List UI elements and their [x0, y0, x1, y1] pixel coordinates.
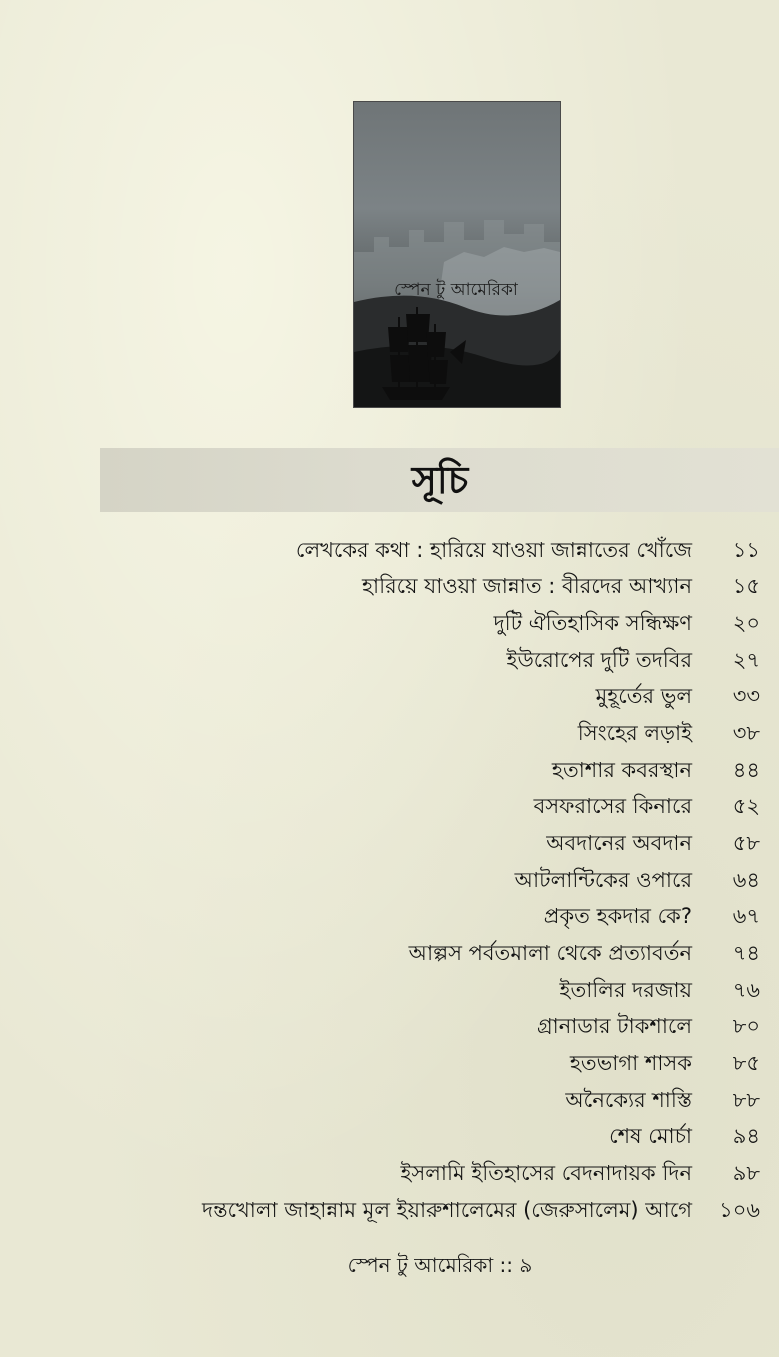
toc-heading: সূচি [411, 457, 469, 502]
toc-entry-page: ১০৬ [719, 1198, 760, 1222]
toc-entry-title: আল্পস পর্বতমালা থেকে প্রত্যাবর্তন [408, 941, 692, 965]
toc-entry-page: ১৫ [732, 574, 760, 598]
toc-entry-page: ৭৬ [732, 978, 760, 1002]
toc-entry-title: প্রকৃত হকদার কে? [543, 904, 692, 928]
toc-entry-title: হতভাগা শাসক [569, 1051, 692, 1075]
toc-entry-page: ২০ [732, 611, 760, 635]
toc-row [570, 1046, 760, 1080]
toc-row [544, 899, 760, 933]
toc-entry-title: হতাশার কবরস্থান [551, 758, 692, 782]
toc-entry-title: দুটি ঐতিহাসিক সন্ধিক্ষণ [493, 611, 692, 635]
cover-title-text: স্পেন টু আমেরিকা [394, 280, 518, 300]
toc-entry-page: ৩৮ [732, 721, 760, 745]
toc-entry-page: ৮০ [732, 1014, 760, 1038]
toc-entry-page: ৭৪ [732, 941, 760, 965]
toc-row [552, 753, 760, 787]
toc-entry-title: অবদানের অবদান [546, 831, 692, 855]
book-cover-image [354, 102, 560, 407]
toc-entry-title: দন্তখোলা জাহান্নাম মূল ইয়ারুশালেমের (জেরুসালেম) আগে [202, 1198, 692, 1222]
toc-entry-page: ৪৪ [732, 758, 760, 782]
cover-illustration [354, 102, 560, 407]
toc-entry-title: ইতালির দরজায় [559, 978, 692, 1002]
toc-entry-page: ২৭ [732, 648, 760, 672]
toc-entry-title: সিংহের লড়াই [577, 721, 692, 745]
toc-row [578, 716, 760, 750]
toc-entry-page: ৩৩ [732, 684, 760, 708]
toc-entry-title: অনৈক্যের শাস্তি [565, 1088, 692, 1112]
toc-entry-title: গ্রানাডার টাকশালে [536, 1014, 692, 1038]
toc-entry-page: ৫৮ [732, 831, 760, 855]
toc-row [515, 863, 760, 897]
toc-row [296, 533, 760, 567]
toc-row [537, 1009, 760, 1043]
toc-entry-title: ইসলামি ইতিহাসের বেদনাদায়ক দিন [400, 1161, 692, 1185]
toc-row [507, 643, 760, 677]
toc-entry-page: ৬৪ [732, 868, 760, 892]
toc-row [560, 973, 760, 1007]
toc-entry-title: বসফরাসের কিনারে [533, 794, 692, 818]
toc-row [409, 936, 760, 970]
toc-row [534, 789, 760, 823]
toc-row [565, 1083, 760, 1117]
toc-entry-page: ৯৪ [732, 1124, 760, 1148]
cover-title [376, 270, 536, 304]
toc-entry-title: লেখকের কথা : হারিয়ে যাওয়া জান্নাতের খোঁজে [295, 538, 692, 562]
toc-entry-page: ৮৫ [732, 1051, 760, 1075]
toc-row [202, 1193, 760, 1227]
toc-entry-title: ইউরোপের দুটি তদবির [506, 648, 692, 672]
toc-entry-page: ৫২ [732, 794, 760, 818]
toc-entry-title: আটলান্টিকের ওপারে [514, 868, 692, 892]
toc-row [400, 1156, 760, 1190]
toc-entry-title: শেষ মোর্চা [609, 1124, 692, 1148]
toc-entry-title: মুহূর্তের ভুল [595, 684, 692, 708]
toc-entry-page: ৮৮ [732, 1088, 760, 1112]
toc-entry-page: ১১ [732, 538, 760, 562]
toc-row [596, 679, 760, 713]
toc-row [546, 826, 760, 860]
running-footer: স্পেন টু আমেরিকা :: ৯ [347, 1253, 533, 1277]
toc-entry-page: ৯৮ [732, 1161, 760, 1185]
toc-entry-title: হারিয়ে যাওয়া জান্নাত : বীরদের আখ্যান [361, 574, 692, 598]
toc-entry-page: ৬৭ [732, 904, 760, 928]
toc-row [609, 1119, 760, 1153]
toc-row [362, 569, 760, 603]
toc-row [494, 606, 760, 640]
